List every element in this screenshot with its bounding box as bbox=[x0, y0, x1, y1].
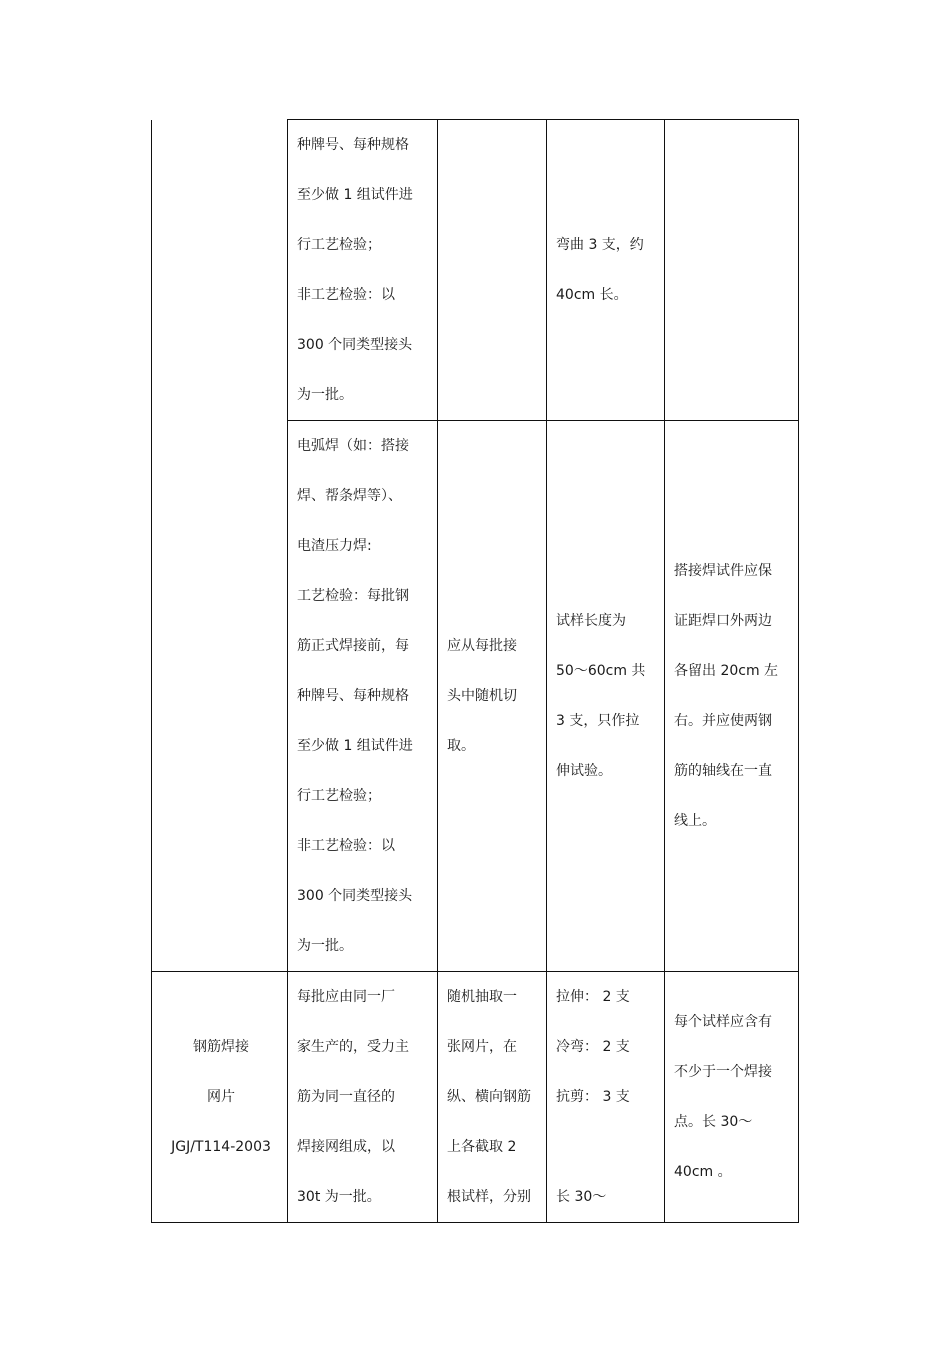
cell-line: 非工艺检验：以 bbox=[297, 838, 395, 854]
cell-line: 家生产的，受力主 bbox=[297, 1039, 409, 1055]
cell-line: 种牌号、每种规格 bbox=[297, 688, 409, 704]
cell-line: 行工艺检验； bbox=[297, 788, 381, 804]
cell-line: 电弧焊（如：搭接 bbox=[297, 438, 409, 454]
cell-line: 每个试样应含有 bbox=[674, 1014, 772, 1030]
sample-quantity-cell bbox=[547, 120, 665, 421]
cell-line: 弯曲 3 支，约 bbox=[556, 237, 644, 253]
remarks-cell bbox=[665, 120, 799, 421]
cell-line: 随机抽取一 bbox=[447, 989, 517, 1005]
sampling-method-cell bbox=[438, 421, 547, 972]
standard-cell bbox=[152, 972, 288, 1223]
cell-line: 为一批。 bbox=[297, 387, 353, 403]
cell-line: 上各截取 2 bbox=[447, 1139, 517, 1155]
batch-rule-cell bbox=[288, 421, 438, 972]
cell-line: 张网片，在 bbox=[447, 1039, 517, 1055]
cell-line: 长 30～ bbox=[556, 1189, 607, 1205]
cell-line bbox=[556, 1122, 658, 1172]
standard-cell bbox=[152, 421, 288, 972]
cell-line: 每批应由同一厂 bbox=[297, 989, 395, 1005]
cell-line: 筋的轴线在一直 bbox=[674, 763, 772, 779]
batch-rule-cell bbox=[288, 120, 438, 421]
cell-line: 行工艺检验； bbox=[297, 237, 381, 253]
cell-line: 根试样，分别 bbox=[447, 1189, 531, 1205]
cell-line: 各留出 20cm 左 bbox=[674, 663, 779, 679]
cell-line: 纵、横向钢筋 bbox=[447, 1089, 531, 1105]
sample-quantity-cell bbox=[547, 972, 665, 1223]
cell-line: 至少做 1 组试件进 bbox=[297, 187, 413, 203]
cell-line: 工艺检验：每批钢 bbox=[297, 588, 409, 604]
cell-line: 点。长 30～ bbox=[674, 1114, 753, 1130]
cell-line: 右。并应使两钢 bbox=[674, 713, 772, 729]
cell-line: 至少做 1 组试件进 bbox=[297, 738, 413, 754]
sample-quantity-cell bbox=[547, 421, 665, 972]
cell-line: 网片 bbox=[207, 1089, 235, 1105]
cell-line: 非工艺检验：以 bbox=[297, 287, 395, 303]
cell-line: 筋正式焊接前，每 bbox=[297, 638, 409, 654]
cell-line: 电渣压力焊: bbox=[297, 538, 372, 554]
cell-line: 应从每批接 bbox=[447, 638, 517, 654]
cell-line: 伸试验。 bbox=[556, 763, 612, 779]
cell-line: 头中随机切 bbox=[447, 688, 517, 704]
table-row bbox=[152, 421, 799, 972]
cell-line: 50～60cm 共 bbox=[556, 663, 646, 679]
cell-line: 试样长度为 bbox=[556, 613, 626, 629]
table-row bbox=[152, 120, 799, 421]
cell-line: 证距焊口外两边 bbox=[674, 613, 772, 629]
cell-line: 种牌号、每种规格 bbox=[297, 137, 409, 153]
cell-line: 拉伸： 2 支 bbox=[556, 989, 630, 1005]
cell-line: 抗剪： 3 支 bbox=[556, 1089, 630, 1105]
remarks-cell bbox=[665, 972, 799, 1223]
sampling-method-cell bbox=[438, 972, 547, 1223]
table-row bbox=[152, 972, 799, 1223]
cell-line: 搭接焊试件应保 bbox=[674, 563, 772, 579]
cell-line: 300 个同类型接头 bbox=[297, 337, 413, 353]
cell-line: 钢筋焊接 bbox=[193, 1039, 249, 1055]
cell-line: 3 支，只作拉 bbox=[556, 713, 640, 729]
cell-line: 不少于一个焊接 bbox=[674, 1064, 772, 1080]
standard-cell bbox=[152, 120, 288, 421]
sampling-method-cell bbox=[438, 120, 547, 421]
cell-line: 40cm 长。 bbox=[556, 287, 628, 303]
batch-rule-cell bbox=[288, 972, 438, 1223]
cell-line: 焊、帮条焊等）、 bbox=[297, 488, 402, 504]
remarks-cell bbox=[665, 421, 799, 972]
specification-table bbox=[151, 119, 799, 1223]
cell-line: 焊接网组成，以 bbox=[297, 1139, 395, 1155]
cell-line: 300 个同类型接头 bbox=[297, 888, 413, 904]
cell-line: 取。 bbox=[447, 738, 475, 754]
cell-line: JGJ/T114-2003 bbox=[171, 1139, 271, 1155]
cell-line: 为一批。 bbox=[297, 938, 353, 954]
cell-line: 筋为同一直径的 bbox=[297, 1089, 395, 1105]
cell-line: 40cm 。 bbox=[674, 1164, 732, 1180]
cell-line: 冷弯： 2 支 bbox=[556, 1039, 630, 1055]
cell-line: 线上。 bbox=[674, 813, 716, 829]
cell-line: 30t 为一批。 bbox=[297, 1189, 381, 1205]
